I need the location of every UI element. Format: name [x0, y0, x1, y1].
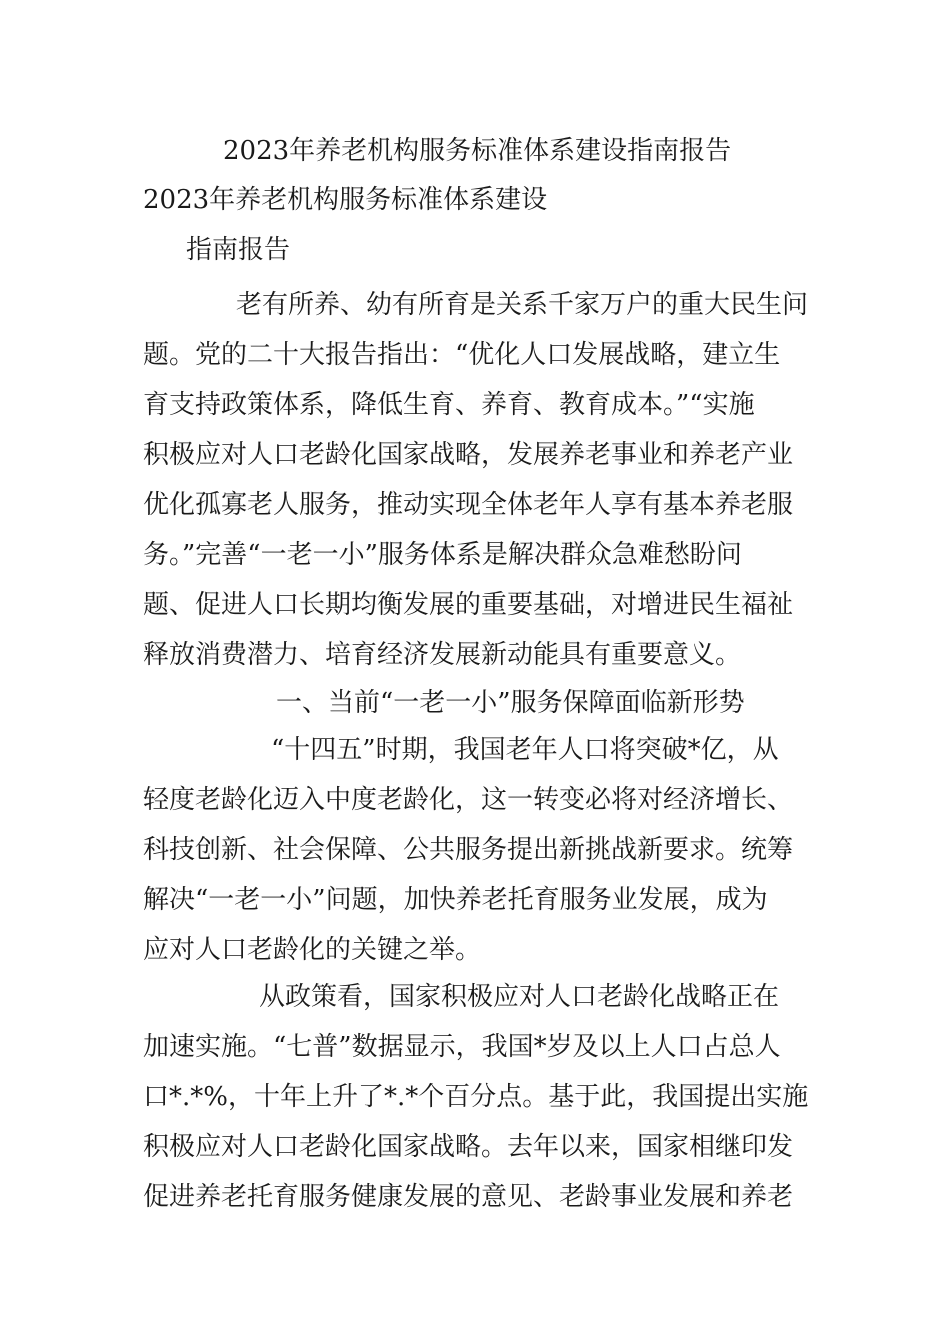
section-heading: 一、当前“一老一小”服务保障面临新形势 [276, 688, 745, 718]
paragraph-line: 积极应对人口老龄化国家战略。去年以来，国家相继印发 [143, 1132, 794, 1162]
paragraph-situation [143, 725, 808, 975]
document-subtitle: 2023年养老机构服务标准体系建设 [143, 185, 548, 215]
paragraph-line: 轻度老龄化迈入中度老龄化，这一转变必将对经济增长、 [143, 785, 794, 815]
paragraph-line: 应对人口老龄化的关键之举。 [143, 935, 482, 965]
paragraph-line: 促进养老托育服务健康发展的意见、老龄事业发展和养老 [143, 1182, 794, 1212]
document-title: 2023年养老机构服务标准体系建设指南报告 [223, 136, 732, 166]
paragraph-line: 科技创新、社会保障、公共服务提出新挑战新要求。统筹 [143, 835, 794, 865]
paragraph-line: 加速实施。“七普”数据显示，我国*岁及以上人口占总人 [143, 1032, 781, 1062]
paragraph-line: 优化孤寡老人服务，推动实现全体老年人享有基本养老服 [143, 490, 794, 520]
paragraph-line: 积极应对人口老龄化国家战略，发展养老事业和养老产业 [143, 440, 794, 470]
paragraph-line: 解决“一老一小”问题，加快养老托育服务业发展，成为 [143, 885, 768, 915]
paragraph-line: 务。”完善“一老一小”服务体系是解决群众急难愁盼问 [143, 540, 742, 570]
paragraph-line: “十四五”时期，我国老年人口将突破*亿，从 [271, 735, 779, 765]
paragraph-line: 育支持政策体系，降低生育、养育、教育成本。”“实施 [143, 390, 755, 420]
paragraph-line: 老有所养、幼有所育是关系千家万户的重大民生问 [236, 290, 809, 320]
paragraph-line: 题、促进人口长期均衡发展的重要基础，对增进民生福祉 [143, 590, 794, 620]
paragraph-line: 题。党的二十大报告指出：“优化人口发展战略，建立生 [143, 340, 781, 370]
paragraph-policy [143, 972, 808, 1222]
paragraph-line: 从政策看，国家积极应对人口老龄化战略正在 [259, 982, 780, 1012]
document-subtitle-continued: 指南报告 [186, 235, 291, 265]
paragraph-line: 释放消费潜力、培育经济发展新动能具有重要意义。 [143, 640, 742, 670]
paragraph-intro [143, 280, 808, 680]
paragraph-line: 口*.*%，十年上升了*.*个百分点。基于此，我国提出实施 [143, 1082, 809, 1112]
